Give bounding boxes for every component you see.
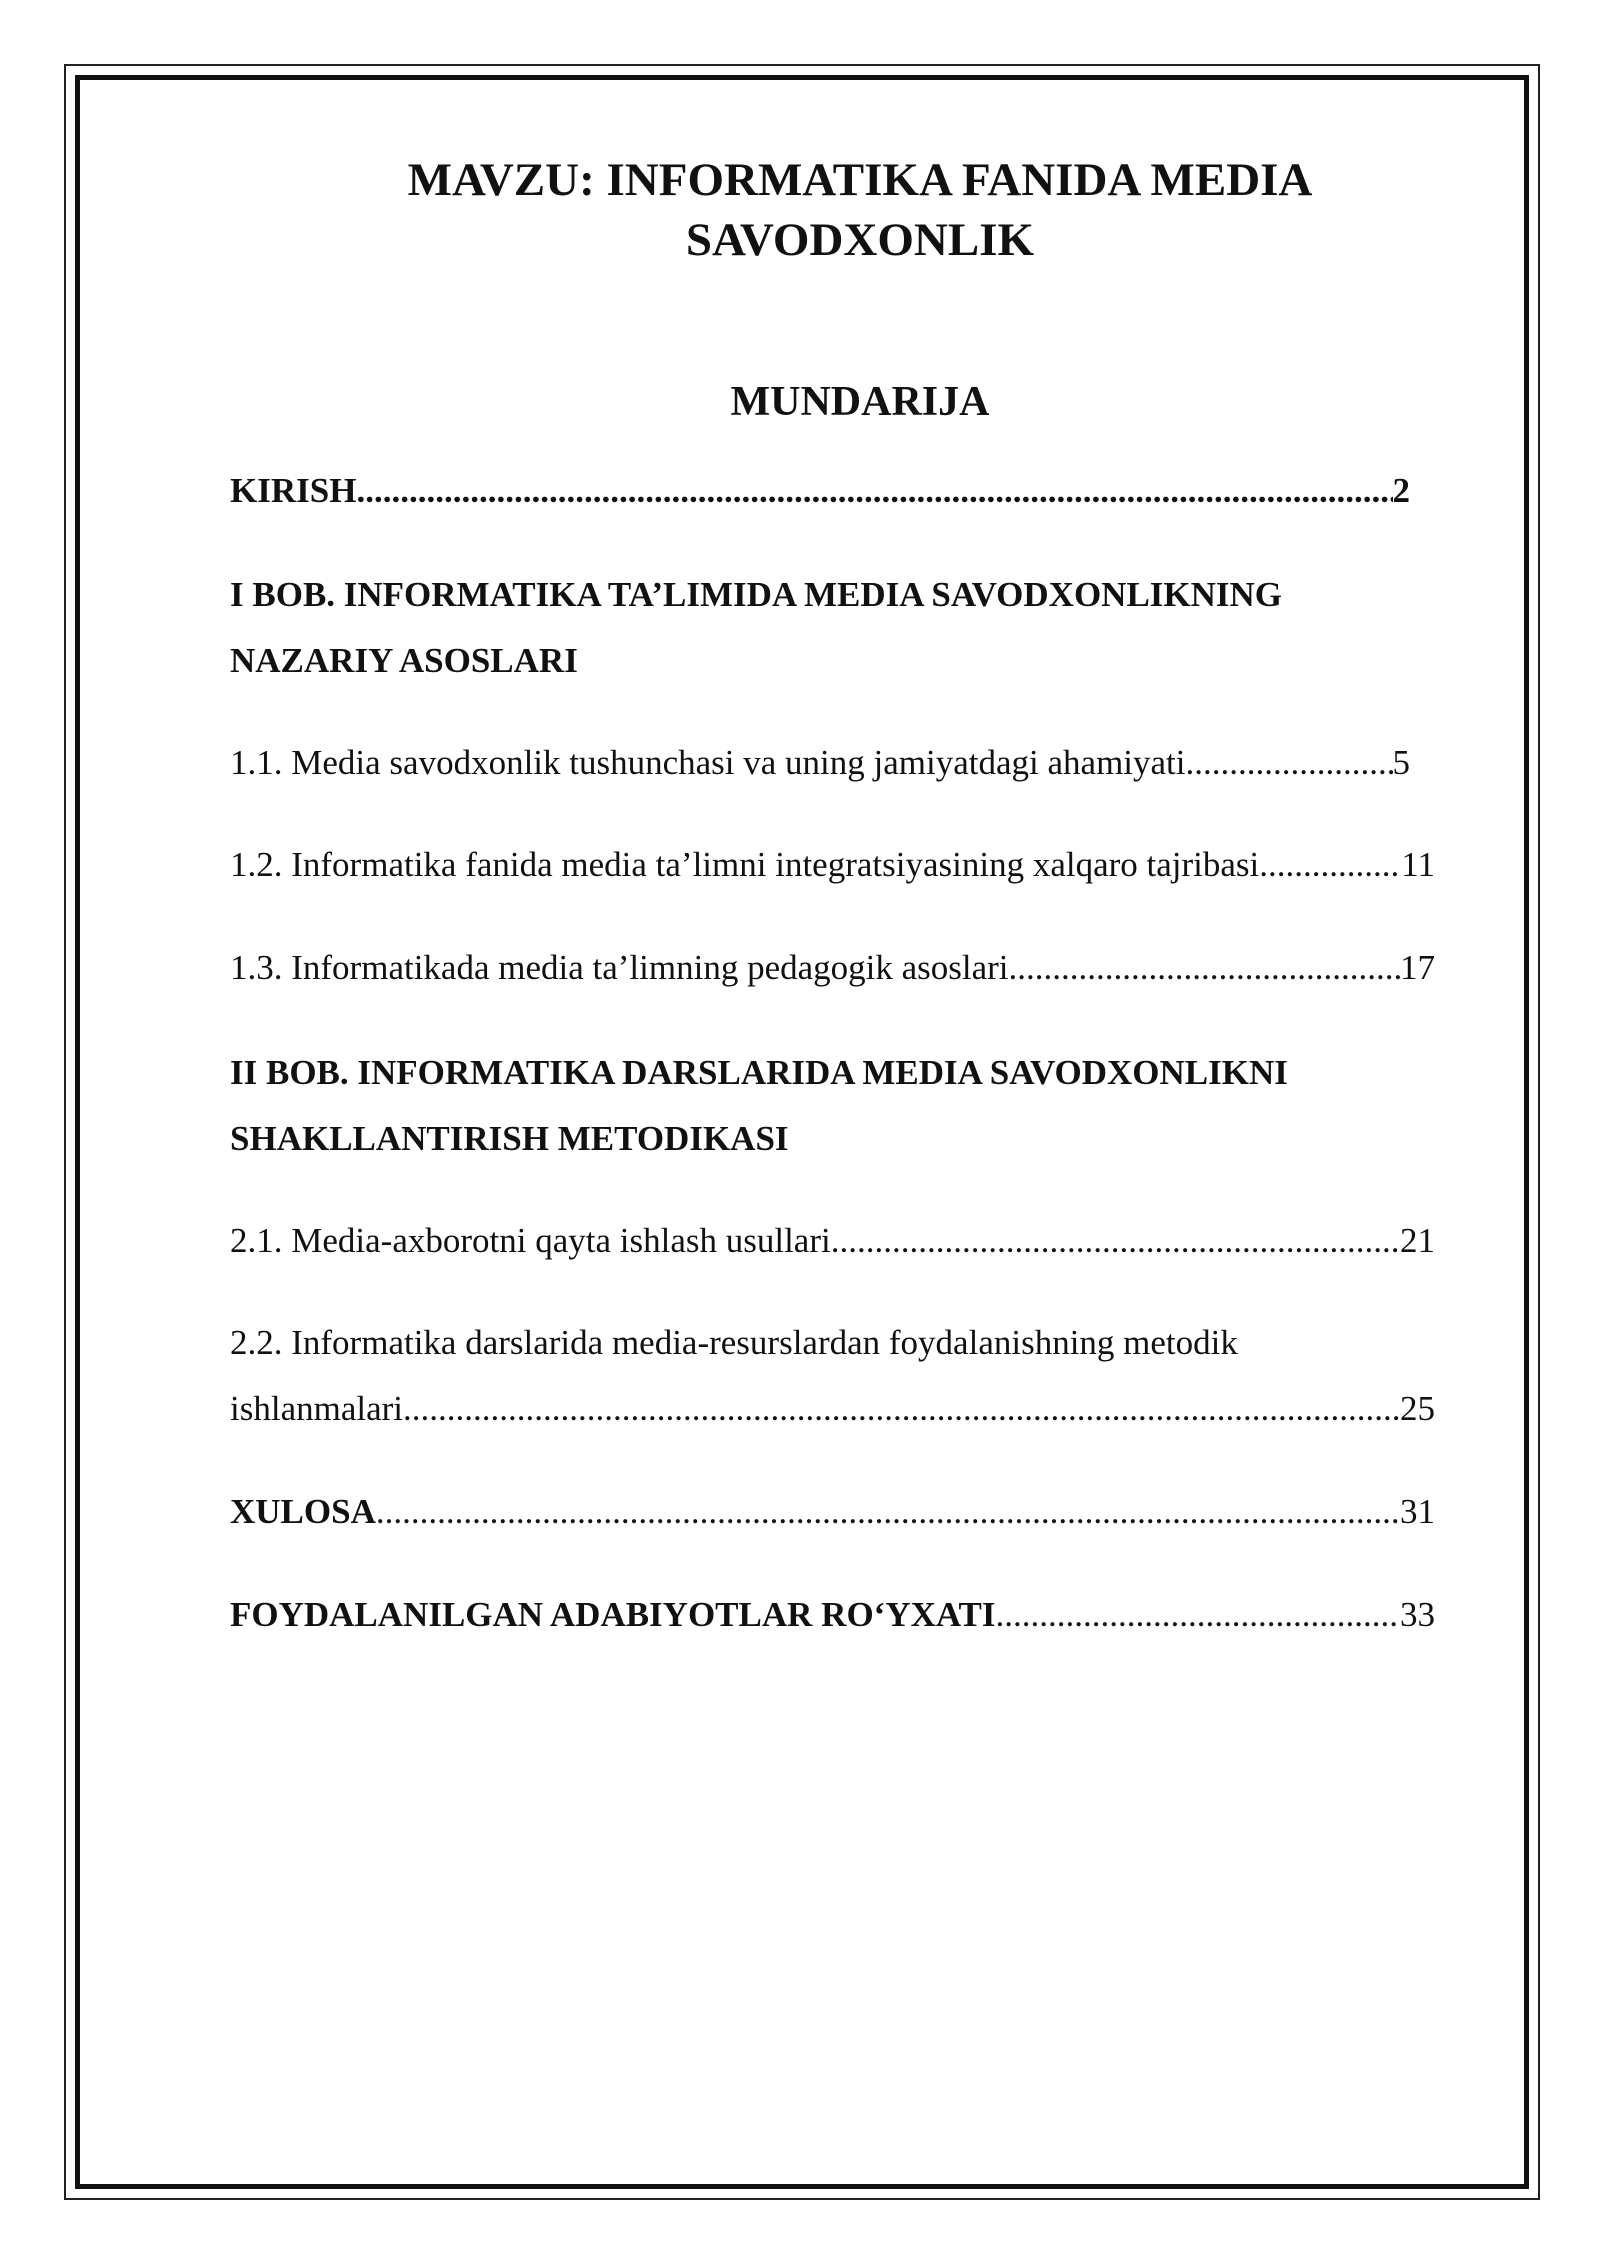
dot-leader: [403, 1376, 1400, 1442]
toc-entry-label: 1.2. Informatika fanida media ta’limni integratsiyasining xalqaro tajribasi: [230, 845, 1260, 884]
toc-entry-label: 2.1. Media-axborotni qayta ishlash usullari: [230, 1221, 831, 1260]
document-title: [200, 150, 1520, 270]
chapter-1-line-2: NAZARIY ASOSLARI: [230, 641, 578, 680]
toc-page-number: 5: [1392, 743, 1410, 782]
dot-leader: [376, 1479, 1400, 1545]
toc-heading: MUNDARIJA: [730, 379, 990, 425]
toc-page-number: 17: [1400, 948, 1435, 987]
dot-leader: [996, 1582, 1400, 1648]
chapter-2-line-2: SHAKLLANTIRISH METODIKASI: [230, 1119, 789, 1158]
toc-entry-intro: [230, 458, 1435, 524]
chapter-2-line-1: II BOB. INFORMATIKA DARSLARIDA MEDIA SAVODXONLIKNI: [230, 1053, 1288, 1092]
toc-entry-label: 1.1. Media savodxonlik tushunchasi va uning jamiyatdagi ahamiyati: [230, 743, 1186, 782]
dot-leader: [1009, 935, 1400, 1001]
toc-page-number: 25: [1400, 1389, 1435, 1428]
toc-entry-1-2: [230, 832, 1435, 898]
toc-page-number: 21: [1400, 1221, 1435, 1260]
toc-entry-label: FOYDALANILGAN ADABIYOTLAR RO‘YXATI: [230, 1595, 996, 1634]
toc-page-number: 33: [1400, 1595, 1435, 1634]
toc-entry-label: ishlanmalari: [230, 1389, 404, 1428]
dot-leader: [1186, 730, 1393, 796]
dot-leader: [1259, 832, 1401, 898]
toc-entry-conclusion: [230, 1479, 1435, 1545]
toc-entry-references: [230, 1582, 1435, 1648]
title-line-2: SAVODXONLIK: [685, 214, 1035, 266]
title-line-1: MAVZU: INFORMATIKA FANIDA MEDIA: [407, 154, 1313, 206]
dot-leader: [356, 458, 1392, 524]
chapter-1-line-1: I BOB. INFORMATIKA TA’LIMIDA MEDIA SAVODXONLIKNING: [230, 575, 1283, 614]
toc-entry-2-1: [230, 1208, 1435, 1274]
toc-chapter-2: [230, 1040, 1435, 1172]
toc-page-number: 11: [1401, 845, 1435, 884]
toc-page-number: 31: [1400, 1492, 1435, 1531]
toc-entry-1-1: [230, 730, 1435, 796]
dot-leader: [831, 1208, 1400, 1274]
toc-entry-label: KIRISH: [230, 471, 357, 510]
toc-chapter-1: [230, 562, 1435, 694]
toc-page-number: 2: [1392, 471, 1410, 510]
toc-entry-label: 1.3. Informatikada media ta’limning pedagogik asoslari: [230, 948, 1009, 987]
toc-entry-2-2-line-1: 2.2. Informatika darslarida media-resurslardan foydalanishning metodik: [230, 1323, 1238, 1362]
toc-entry-1-3: [230, 935, 1435, 1001]
toc-entry-label: XULOSA: [230, 1492, 376, 1531]
toc-entry-2-2: [230, 1310, 1435, 1442]
